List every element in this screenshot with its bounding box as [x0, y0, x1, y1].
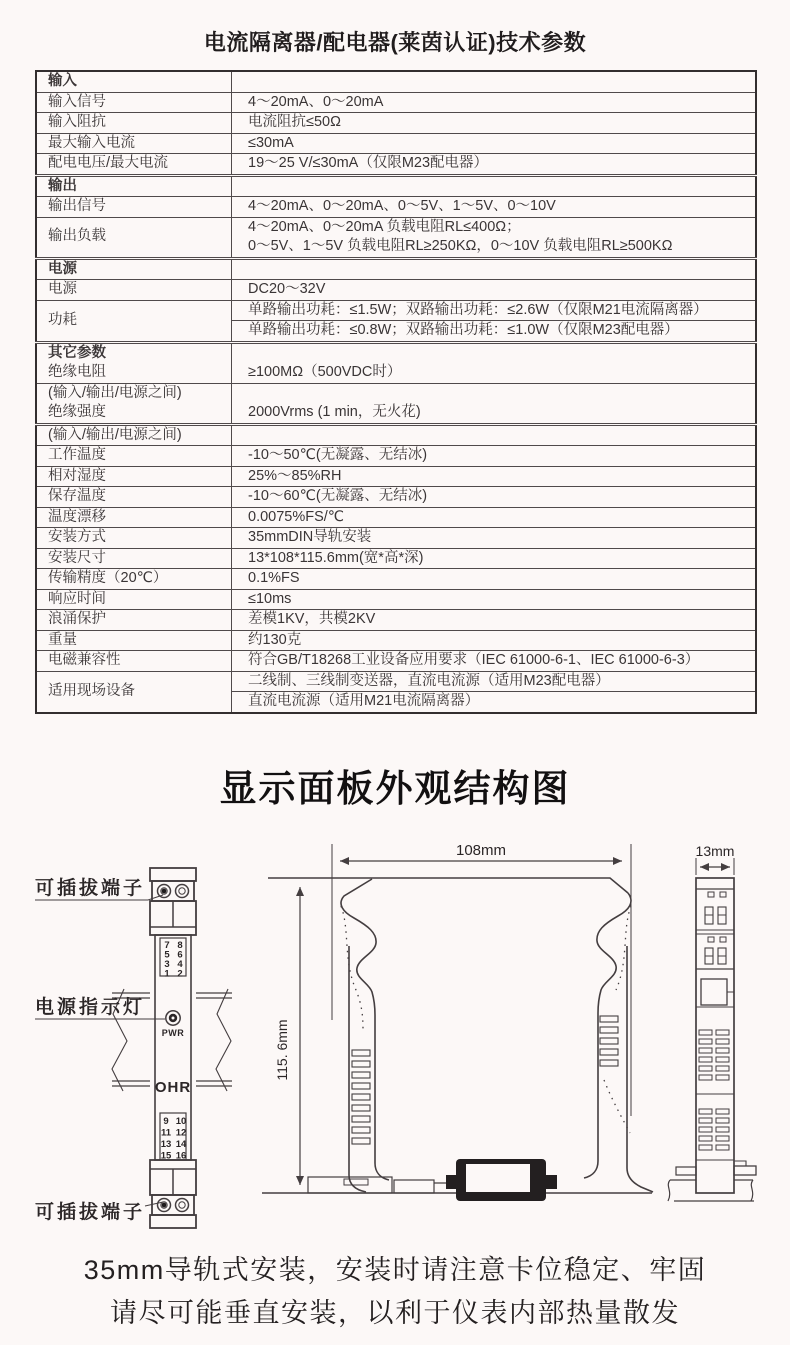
label-pluggable-terminal-bottom: 可插拔端子 [35, 1201, 146, 1223]
spec-value [232, 175, 757, 197]
table-row [36, 300, 756, 342]
table-row [36, 589, 756, 610]
spec-label: 电源 [36, 258, 232, 280]
table-row [36, 175, 756, 197]
table-row [36, 466, 756, 487]
table-row [36, 342, 756, 383]
spec-label: 安装尺寸 [36, 548, 232, 569]
spec-value: 0.0075%FS/℃ [232, 507, 757, 528]
front-view [35, 868, 232, 1228]
side-view [262, 841, 653, 1201]
table-row [36, 610, 756, 631]
spec-label: (输入/输出/电源之间) [36, 424, 232, 446]
spec-label: 输出负载 [36, 217, 232, 258]
table-row [36, 507, 756, 528]
spec-label: 浪涌保护 [36, 610, 232, 631]
spec-value: 19～25 V/≤30mA（仅限M23配电器） [232, 154, 757, 176]
spec-label: 安装方式 [36, 528, 232, 549]
svg-text:10: 10 [175, 1115, 187, 1127]
spec-value [232, 71, 757, 92]
install-note-line2: 请尽可能垂直安装，以利于仪表内部热量散发 [110, 1297, 680, 1328]
structure-diagram [0, 828, 790, 1253]
spec-value: ≤30mA [232, 133, 757, 154]
svg-text:1: 1 [164, 968, 170, 979]
table-row [36, 671, 756, 713]
spec-value: 4～20mA、0～20mA [232, 92, 757, 113]
terminal-numbers-bottom [161, 1116, 187, 1162]
spec-value: -10～50℃(无凝露、无结冰) [232, 446, 757, 467]
table-row [36, 113, 756, 134]
table-row [36, 258, 756, 280]
spec-label: 响应时间 [36, 589, 232, 610]
spec-label: 温度漂移 [36, 507, 232, 528]
install-note-line1: 35mm导轨式安装，安装时请注意卡位稳定、牢固 [83, 1254, 707, 1285]
spec-value: 差模1KV，共模2KV [232, 610, 757, 631]
spec-label: 其它参数 绝缘电阻 [36, 342, 232, 383]
spec-value: 35mmDIN导轨安装 [232, 528, 757, 549]
table-row [36, 630, 756, 651]
rail-cross-section-icon [668, 1180, 754, 1201]
spec-value [232, 424, 757, 446]
spec-label: 最大输入电流 [36, 133, 232, 154]
spec-value: ≤10ms [232, 589, 757, 610]
spec-value: 0.1%FS [232, 569, 757, 590]
svg-text:7: 7 [164, 939, 170, 951]
svg-text:5: 5 [164, 949, 170, 960]
edge-vent-slots-lower [699, 1109, 729, 1150]
svg-text:6: 6 [177, 949, 183, 960]
svg-text:13: 13 [160, 1138, 172, 1150]
spec-table [35, 70, 757, 714]
table-row [36, 217, 756, 258]
table-row [36, 528, 756, 549]
spec-value: 约130克 [232, 630, 757, 651]
spec-label: 电磁兼容性 [36, 651, 232, 672]
spec-value: 13*108*115.6mm(宽*高*深) [232, 548, 757, 569]
spec-value: 4～20mA、0～20mA、0～5V、1～5V、0～10V [232, 197, 757, 218]
spec-label: 配电电压/最大电流 [36, 154, 232, 176]
clip-handle-icon [734, 1166, 756, 1175]
table-row [36, 424, 756, 446]
spec-value: 4～20mA、0～20mA 负载电阻RL≤400Ω； 0～5V、1～5V 负载电阻RL≥250KΩ，0～10V 负载电阻RL≥500KΩ [232, 217, 757, 258]
spec-label: 电源 [36, 280, 232, 301]
dim-height-label: 115. 6mm [274, 1018, 290, 1081]
spec-value: -10～60℃(无凝露、无结冰) [232, 487, 757, 508]
table-row [36, 280, 756, 301]
leader-line-bottom [145, 1202, 163, 1206]
label-pluggable-terminal-top: 可插拔端子 [35, 877, 146, 899]
spec-value: 电流阻抗≤50Ω [232, 113, 757, 134]
table-row [36, 154, 756, 176]
spec-label: 输出信号 [36, 197, 232, 218]
spec-value: 二线制、三线制变送器，直流电流源（适用M23配电器） 直流电流源（适用M21电流隔离器） [232, 671, 757, 713]
table-row [36, 487, 756, 508]
spec-label: 功耗 [36, 300, 232, 342]
spec-label: 适用现场设备 [36, 671, 232, 713]
svg-text:8: 8 [177, 939, 183, 951]
pwr-label: PWR [161, 1027, 185, 1038]
spec-label: 输出 [36, 175, 232, 197]
spec-label: 传输精度（20℃） [36, 569, 232, 590]
table-row [36, 383, 756, 424]
install-note [0, 1249, 790, 1335]
table-row [36, 71, 756, 92]
spec-label: 工作温度 [36, 446, 232, 467]
vent-slots-right [600, 1016, 618, 1066]
rail-clip-icon [446, 1159, 557, 1201]
table-row [36, 548, 756, 569]
terminal-numbers-top [164, 940, 183, 980]
svg-text:14: 14 [175, 1138, 187, 1150]
label-power-indicator: 电源指示灯 [35, 996, 146, 1018]
edge-vent-slots-upper [699, 1030, 729, 1080]
pwr-led-icon [166, 1010, 180, 1024]
page [0, 26, 790, 1335]
spec-label: 保存温度 [36, 487, 232, 508]
spec-value: DC20～32V [232, 280, 757, 301]
svg-text:9: 9 [163, 1115, 169, 1127]
svg-text:3: 3 [164, 958, 170, 970]
svg-text:16: 16 [175, 1150, 187, 1161]
edge-view [668, 858, 756, 1201]
spec-label: 输入阻抗 [36, 113, 232, 134]
spec-value: 2000Vrms (1 min，无火花) [232, 383, 757, 424]
svg-text:15: 15 [160, 1150, 172, 1161]
spec-value: ≥100MΩ（500VDC时） [232, 342, 757, 383]
spec-label: 输入 [36, 71, 232, 92]
table-row [36, 197, 756, 218]
vent-slots-left [352, 1050, 370, 1144]
page-title: 电流隔离器/配电器(莱茵认证)技术参数 [203, 30, 587, 55]
dim-width-label: 108mm [455, 841, 507, 859]
spec-label: (输入/输出/电源之间) 绝缘强度 [36, 383, 232, 424]
table-row [36, 651, 756, 672]
spec-value [232, 258, 757, 280]
svg-text:12: 12 [175, 1127, 187, 1138]
svg-text:11: 11 [160, 1127, 172, 1138]
section-title: 显示面板外观结构图 [219, 767, 571, 809]
table-row [36, 569, 756, 590]
table-row [36, 446, 756, 467]
dim-depth-label: 13mm [695, 842, 735, 859]
spec-value: 单路输出功耗：≤1.5W；双路输出功耗：≤2.6W（仅限M21电流隔离器） 单路输出功耗：≤0.8W；双路输出功耗：≤1.0W（仅限M23配电器） [232, 300, 757, 342]
brand-logo: OHR [154, 1078, 192, 1096]
table-row [36, 92, 756, 113]
structure-diagram-svg [0, 828, 790, 1253]
screw-terminal-bottom-icon [158, 1198, 189, 1211]
spec-label: 相对湿度 [36, 466, 232, 487]
table-row [36, 133, 756, 154]
spec-value: 符合GB/T18268工业设备应用要求（IEC 61000-6-1、IEC 61000-6-3） [232, 651, 757, 672]
svg-text:4: 4 [177, 958, 183, 970]
spec-label: 重量 [36, 630, 232, 651]
spec-value: 25%～85%RH [232, 466, 757, 487]
spec-label: 输入信号 [36, 92, 232, 113]
svg-text:2: 2 [177, 968, 183, 979]
